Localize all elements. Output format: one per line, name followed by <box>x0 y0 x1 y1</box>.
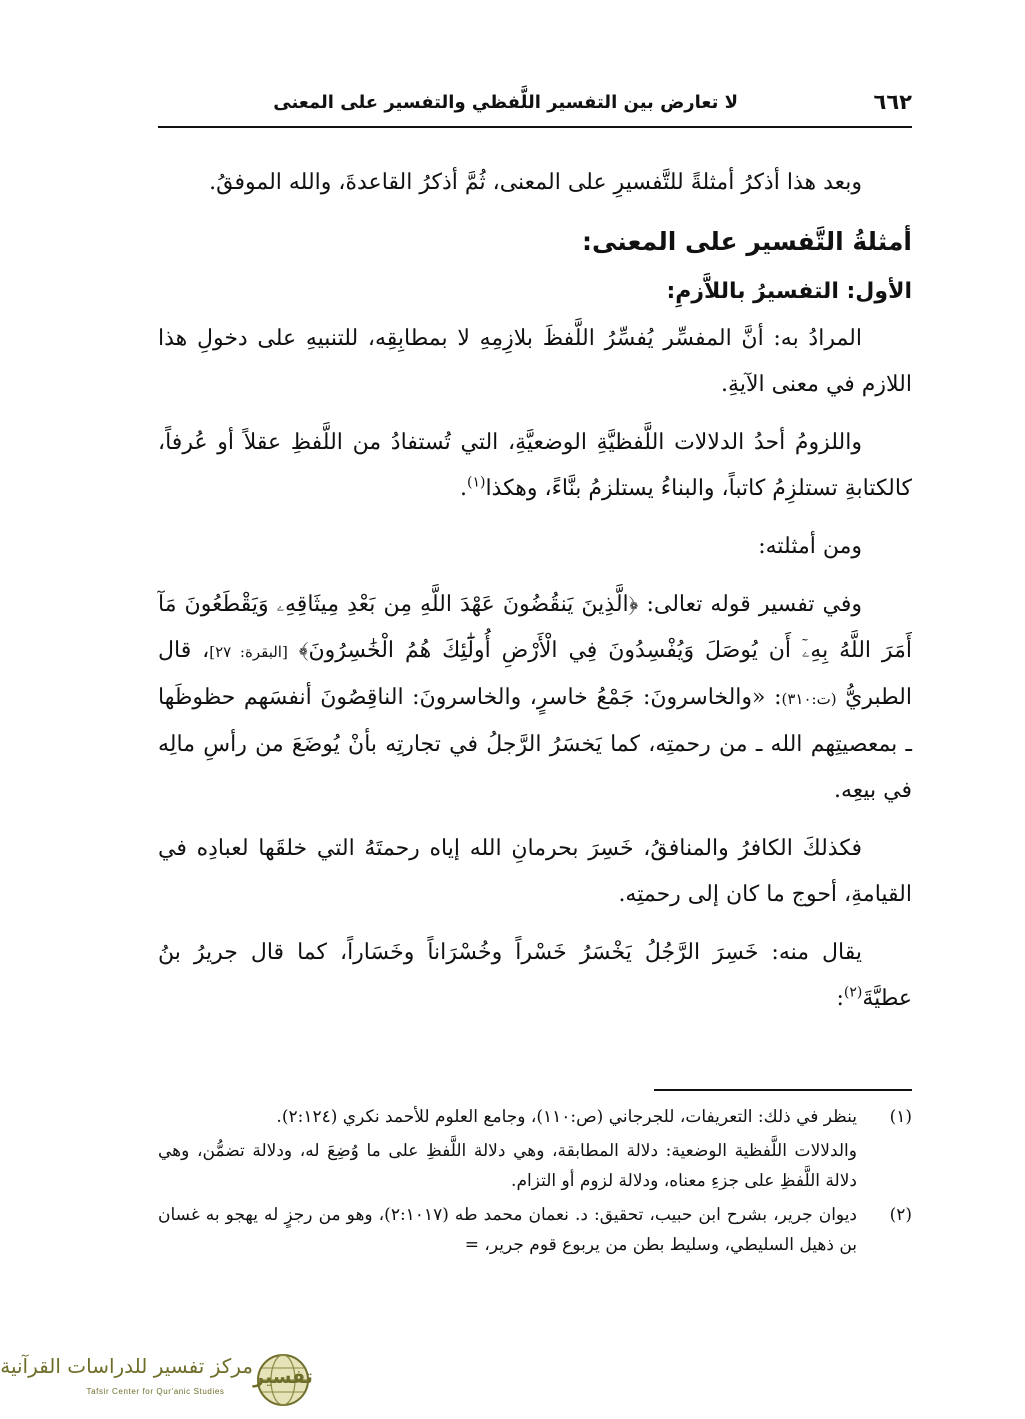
footnote-2-number: (٢) <box>889 1205 912 1225</box>
paragraph-yuqal-text: يقال منه: خَسِرَ الرَّجُلُ يَخْسَرُ خَسْراً وخُسْرَاناً وخَسَاراً، كما قال جريرُ بنُ عطيَّةَ <box>158 940 912 1011</box>
paragraph-luzum-text: واللزومُ أحدُ الدلالات اللَّفظيَّةِ الوضعيَّةِ، التي تُستفادُ من اللَّفظِ عقلاً أو عُرفاً، كالكتابةِ تستلزِمُ كاتباً، والبناءُ يستلزمُ بنَّاءً، وهكذا <box>158 430 912 501</box>
paragraph-luzum <box>158 420 912 512</box>
paragraph-kafir: فكذلكَ الكافرُ والمنافقُ، خَسِرَ بحرمانِ الله إياه رحمتَهُ التي خلقَها لعبادِه في القيامةِ، أحوج ما كان إلى رحمتِه. <box>158 836 912 907</box>
footnote-2 <box>158 1200 912 1260</box>
quran-source: [البقرة: ٢٧] <box>209 643 288 661</box>
footnote-ref-2[interactable]: (٢) <box>843 984 863 1001</box>
footnote-ref-1[interactable]: (١) <box>466 474 486 491</box>
footnote-2-text: ديوان جرير، بشرح ابن حبيب، تحقيق: د. نعمان محمد طه (٢:١٠١٧)، وهو من رجزٍ له يهجو به غسان بن ذهيل السليطي، وسليط بطن من يربوع قوم جرير، = <box>158 1205 857 1255</box>
comma: ، <box>202 638 210 663</box>
period: . <box>459 476 467 501</box>
colon: : <box>836 986 844 1011</box>
main-text <box>158 160 912 1034</box>
page-header <box>158 86 912 128</box>
tabari-prefix: قال الطبريُّ <box>158 638 912 710</box>
running-title: لا تعارض بين التفسير اللَّفظي والتفسير على المعنى <box>273 92 738 113</box>
footnote-1-text: ينظر في ذلك: التعريفات، للجرجاني (ص:١١٠)، وجامع العلوم للأحمد نكري (٢:١٢٤). <box>276 1107 857 1127</box>
logo-mark-text: تفسير <box>253 1366 313 1388</box>
section-heading: أمثلةُ التَّفسير على المعنى: <box>582 227 912 256</box>
logo-arabic-text: مركز تفسير للدراسات القرآنية <box>0 1354 253 1378</box>
footnote-1-number: (١) <box>889 1107 912 1127</box>
paragraph-tafsir <box>158 582 912 814</box>
logo-english-text: Tafsir Center for Qur'anic Studies <box>86 1387 225 1396</box>
footnote-1 <box>158 1102 912 1132</box>
paragraph-intro: وبعد هذا أذكرُ أمثلةً للتَّفسيرِ على المعنى، ثُمَّ أذكرُ القاعدةَ، والله الموفقُ. <box>209 170 862 195</box>
tabari-quote: : «والخاسرونَ: جَمْعُ خاسرٍ، والخاسرونَ: الناقِصُونَ أنفسَهم حظوظَها ـ بمعصيتِهم الله ـ من رحمتِه، كما يَخسَرُ الرَّجلُ في تجارتِه بأنْ يُوضَعَ من رأسِ مالِه في بيعِه. <box>158 685 912 803</box>
footnote-divider <box>654 1089 912 1091</box>
sub-heading: الأول: التفسيرُ باللاَّزمِ: <box>666 279 912 304</box>
quran-verse: ﴿الَّذِينَ يَنقُضُونَ عَهْدَ اللَّهِ مِن بَعْدِ مِيثَاقِهِۦ وَيَقْطَعُونَ مَآ أَمَرَ اللَّهُ بِهِۦٓ أَن يُوصَلَ وَيُفْسِدُونَ فِي الْأَرْضِ أُولَٰٓئِكَ هُمُ الْخَٰسِرُونَ﴾ <box>158 592 912 663</box>
footnote-1-continuation: والدلالات اللَّفظية الوضعية: دلالة المطابقة، وهي دلالة اللَّفظِ على ما وُضِعَ له، ودلالة تضمُّن، وهي دلالة اللَّفظِ على جزءِ معناه، ودلالة لزوم أو التزام. <box>158 1141 857 1191</box>
tabari-date: (ت:٣١٠) <box>781 690 837 708</box>
paragraph-meaning: المرادُ به: أنَّ المفسِّر يُفسِّرُ اللَّفظَ بلازِمِهِ لا بمطابِقِه، للتنبيهِ على دخولِ هذا اللازم في معنى الآيةِ. <box>158 326 912 397</box>
tafsir-prefix: وفي تفسير قوله تعالى: <box>638 592 862 617</box>
tafsir-center-logo <box>0 1352 313 1410</box>
footnotes <box>158 1102 912 1264</box>
paragraph-examples-intro: ومن أمثلته: <box>758 534 862 559</box>
paragraph-yuqal <box>158 930 912 1022</box>
page-number: ٦٦٢ <box>873 90 912 114</box>
